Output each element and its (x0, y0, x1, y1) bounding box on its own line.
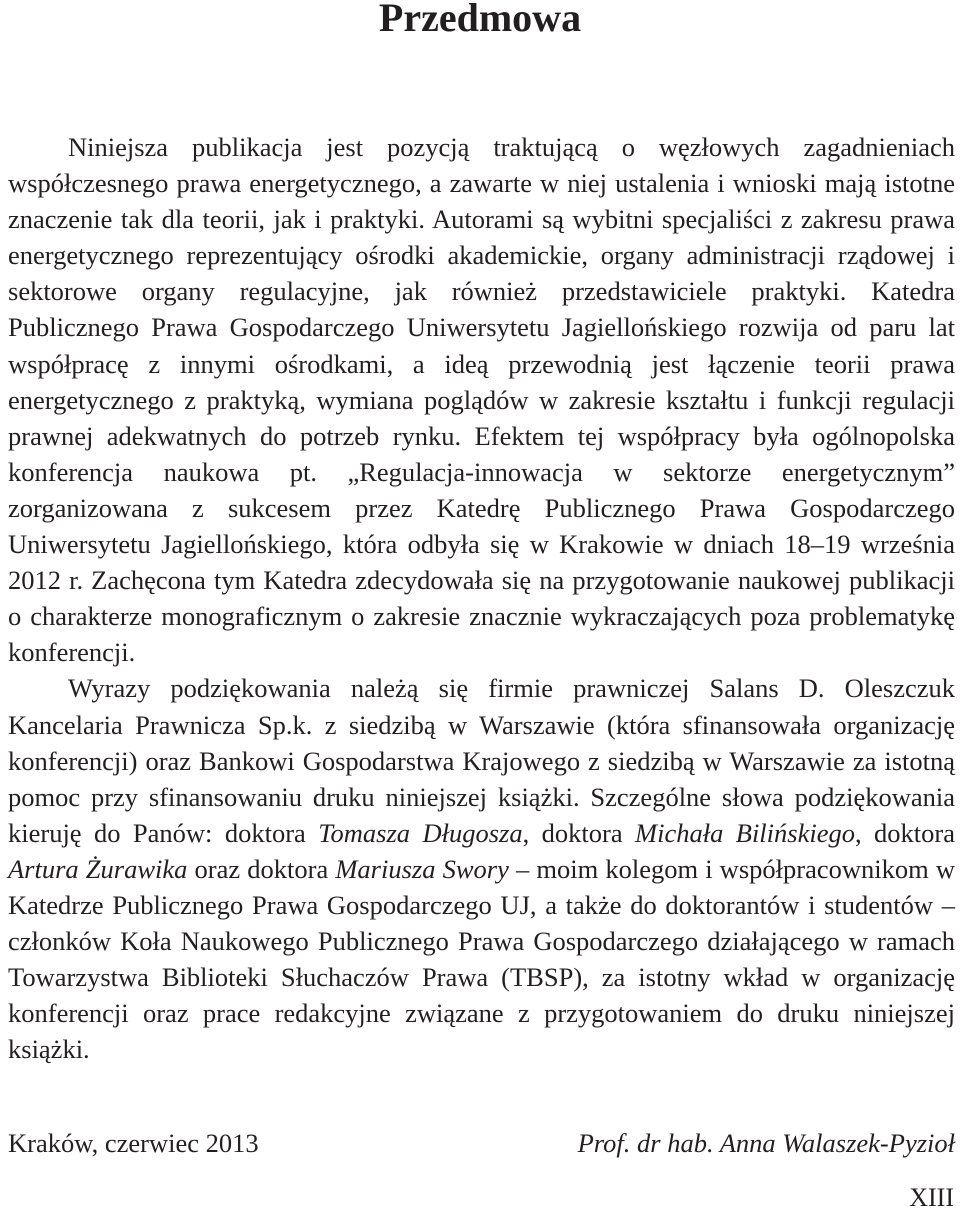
paragraph-2-text-4: oraz doktora (187, 853, 336, 884)
page-title: Przedmowa (378, 0, 582, 40)
paragraph-2 (8, 670, 955, 1067)
paragraph-2-text-5: – moim kolegom i współpracownikom w Katedrze Publicznego Prawa Gospodarczego UJ, a także do doktorantów i studentów – członków Koła Naukowego Publicznego Prawa Gospodarczego działającego w ramach Towarzystwa Biblioteki Słuchaczów Prawa (TBSP), za istotny wkład w organizację konferencji oraz prace redakcyjne związane z przygotowaniem do druku niniejszej książki. (8, 853, 955, 1065)
paragraph-1 (8, 129, 955, 670)
paragraph-1-text: Niniejsza publikacja jest pozycją traktującą o węzłowych zagadnieniach współczesnego prawa energetycznego, a zawarte w niej ustalenia i wnioski mają istotne znaczenie tak dla teorii, jak i praktyki. Autorami są wybitni specjaliści z zakresu prawa energetycznego reprezentujący ośrodki akademickie, organy administracji rządowej i sektorowe organy regulacyjne, jak również przedstawiciele praktyki. Katedra Publicznego Prawa Gospodarczego Uniwersytetu Jagiellońskiego rozwija od paru lat współpracę z innymi ośrodkami, a ideą przewodnią jest łączenie teorii prawa energetycznego z praktyką, wymiana poglądów w zakresie kształtu i funkcji regulacji prawnej adekwatnych do potrzeb rynku. Efektem tej współpracy była ogólnopolska konferencja naukowa pt. „Regulacja-innowacja w sektorze energetycznym” zorganizowana z sukcesem przez Katedrę Publicznego Prawa Gospodarczego Uniwersytetu Jagiellońskiego, która odbyła się w Krakowie w dniach 18–19 września 2012 r. Zachęcona tym Katedra zdecydowała się na przygotowanie naukowej publikacji o charakterze monograficznym o zakresie znacznie wykraczających poza problematykę konferencji. (8, 132, 955, 668)
preface-body (8, 129, 955, 1067)
name-swora: Mariusza Swory (335, 853, 509, 884)
paragraph-2-text-1: Wyrazy podziękowania należą się firmie prawniczej Salans D. Oleszczuk Kancelaria Prawnicza Sp.k. z siedzibą w Warszawie (która sfinansowała organizację konferencji) oraz Bankowi Gospodarstwa Krajowego z siedzibą w Warszawie za istotną pomoc przy sfinansowaniu druku niniejszej książki. Szczególne słowa podziękowania kieruję do Panów: doktora (8, 673, 955, 848)
place-date: Kraków, czerwiec 2013 (8, 1128, 259, 1158)
name-bilinski: Michała Bilińskiego (635, 817, 855, 848)
page-number: XIII (909, 1183, 954, 1212)
name-zurawik: Artura Żurawika (8, 853, 188, 884)
paragraph-2-text-3: , doktora (854, 817, 955, 848)
author-signature: Prof. dr hab. Anna Walaszek-Pyzioł (577, 1128, 955, 1158)
paragraph-2-text-2: , doktora (522, 817, 636, 848)
closing-line (8, 1125, 955, 1161)
name-dlugosz: Tomasza Długosza (318, 817, 523, 848)
